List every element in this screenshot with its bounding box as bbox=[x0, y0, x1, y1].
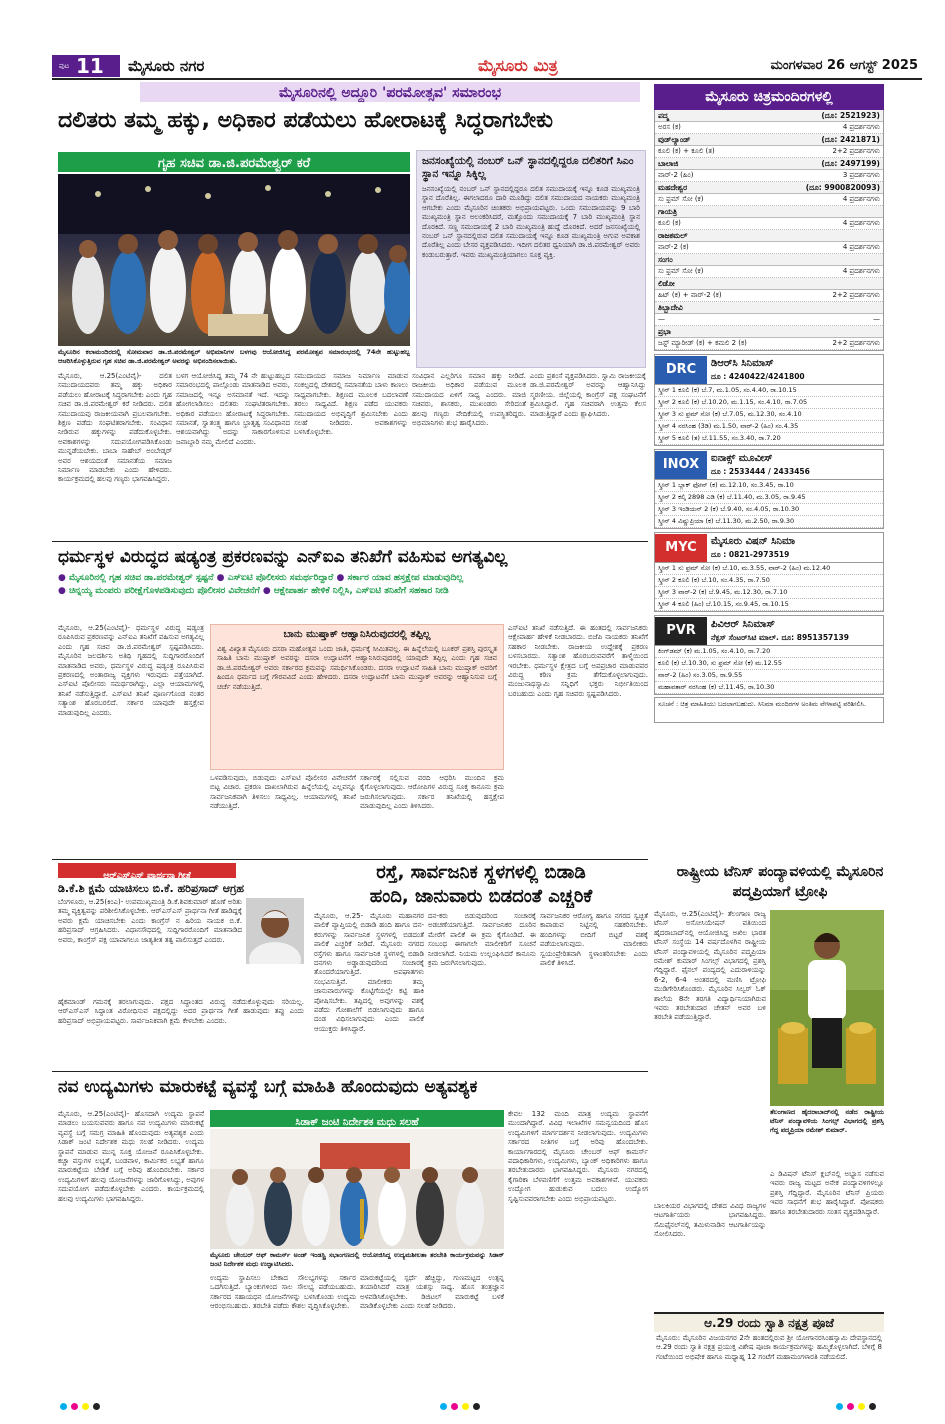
cinema-movie: ಹಿಟ್ (ಕ) + ವಾರ್-2 (ಕ) bbox=[658, 291, 722, 299]
cinema-hall-name: ಬಾಲಾಜಿ bbox=[658, 159, 679, 168]
cinema-shows: 2+2 ಪ್ರದರ್ಶನಗಳು bbox=[832, 147, 880, 155]
entrepreneur-body-col4: ಕೇವಲ 132 ಮಂದಿ ಮಾತ್ರ ಉದ್ಯಮ ಸ್ಥಾಪನೆಗೆ ಮುಂದಾಗಿದ್ದಾರೆ. ವಿವಿಧ ಇಲಾಖೆಗಳ ಸಮನ್ವಯದಿಂದ ಹೊಸ ಉದ್ಯಮಿಗಳಿಗೆ ಮಾರ್ಗದರ್ಶನ ನೀಡಲಾಗುವುದು. ಉದ್ಯಮಿಗಳು ಸರ್ಕಾರದ ನೀತಿಗಳ ಬಗ್ಗೆ ಅರಿವು ಹೊಂದಬೇಕು. ಕಾರ್ಯಾಗಾರದಲ್ಲಿ ಮೈಸೂರು ಚೇಂಬರ್ ಆಫ್ ಕಾಮರ್ಸ್ ಪದಾಧಿಕಾರಿಗಳು, ಉದ್ಯಮಿಗಳು, ಬ್ಯಾಂಕ್ ಅಧಿಕಾರಿಗಳು ಹಾಗೂ ತರಬೇತುದಾರರು ಭಾಗವಹಿಸಿದ್ದರು. ಮೈಸೂರು ನಗರದಲ್ಲಿ ಕೈಗಾರಿಕಾ ಬೆಳವಣಿಗೆಗೆ ಉತ್ತಮ ಅವಕಾಶಗಳಿವೆ. ಯುವಕರು ಉದ್ಯೋಗ ಹುಡುಕುವ ಬದಲು ಉದ್ಯೋಗ ಸೃಷ್ಟಿಸುವವರಾಗಬೇಕು ಎಂದು ಅಭಿಪ್ರಾಯಪಟ್ಟರು. bbox=[508, 1110, 648, 1203]
single-screen-list bbox=[654, 110, 884, 351]
dharmasthala-bullet-3: ಸರ್ಕಾರ ಯಾವ ಹಸ್ತಕ್ಷೇಪ ಮಾಡುವುದಿಲ್ಲ bbox=[347, 573, 464, 583]
magenta-dot bbox=[451, 1403, 458, 1410]
cinema-show-row bbox=[655, 218, 883, 230]
multiplex-logo: INOX bbox=[655, 451, 707, 479]
multiplex-header bbox=[655, 533, 883, 563]
issue-date: ಮಂಗಳವಾರ 26 ಆಗಸ್ಟ್ 2025 bbox=[770, 58, 918, 73]
multiplex-show-line: ಸ್ಕ್ರೀನ್ 2 ಕಲ್ಕಿ 2898 ಎಡಿ (ಕ) ಬೆ.11.40, ಮ.3.05, ರಾ.9.45 bbox=[655, 492, 883, 504]
cinema-show-row bbox=[655, 314, 883, 326]
entrepreneur-photo-graphic bbox=[210, 1129, 504, 1249]
cinema-hall-name: ಲಿಡೋ bbox=[658, 279, 675, 288]
cinema-hall-header bbox=[655, 302, 883, 314]
multiplex-titles bbox=[707, 357, 883, 383]
multiplex-show-line: ಸ್ಕ್ರೀನ್ 1 ಬ್ಲಾಕ್ ಫೋನ್ (ಕ) ಮ.12.10, ಸಂ.3.45, ರಾ.10 bbox=[655, 480, 883, 492]
cinema-movie: ಕೂಲಿ (ಕ) + ಕೂಲಿ (ತ) bbox=[658, 147, 715, 155]
page-header bbox=[52, 55, 922, 77]
yellow-dot bbox=[82, 1403, 89, 1410]
cinema-show-row bbox=[655, 146, 883, 158]
cinema-shows: 4 ಪ್ರದರ್ಶನಗಳು bbox=[842, 243, 880, 251]
multiplex-header bbox=[655, 616, 883, 646]
multiplex-show-line: ಸ್ಕ್ರೀನ್ 3 ವಾರ್-2 (ಕ) ಬೆ.9.45, ಮ.12.30, ರಾ.7.10 bbox=[655, 587, 883, 599]
cinema-shows: 4 ಪ್ರದರ್ಶನಗಳು bbox=[842, 195, 880, 203]
entrepreneur-body-col1: ಮೈಸೂರು, ಆ.25(ಎಂಟಿವೈ)- ಹೊಸದಾಗಿ ಉದ್ಯಮ ಸ್ಥಾಪನೆ ಮಾಡಲು ಬಯಸುವವರು ಹಾಗೂ ನವ ಉದ್ಯಮಿಗಳು ಮಾರುಕಟ್ಟೆ ವ್ಯವಸ್ಥೆ ಬಗ್ಗೆ ಸಮಗ್ರ ಮಾಹಿತಿ ಹೊಂದುವುದು ಅತ್ಯವಶ್ಯಕ ಎಂದು ಸಿಡಾಕ್ ಜಂಟಿ ನಿರ್ದೇಶಕ ಮಧು ಸಲಹೆ ನೀಡಿದರು. ಉದ್ಯಮ ಸ್ಥಾಪನೆ ಮಾಡುವ ಮುನ್ನ ಸೂಕ್ತ ಯೋಜನೆ ರೂಪಿಸಿಕೊಳ್ಳಬೇಕು. ಕಚ್ಚಾ ವಸ್ತುಗಳ ಲಭ್ಯತೆ, ಬಂಡವಾಳ, ಕಾರ್ಮಿಕರ ಲಭ್ಯತೆ ಹಾಗೂ ಮಾರುಕಟ್ಟೆಯ ಬೇಡಿಕೆ ಬಗ್ಗೆ ಅರಿವು ಹೊಂದಿರಬೇಕು. ಸರ್ಕಾರ ಉದ್ಯಮಿಗಳಿಗೆ ಹಲವು ಯೋಜನೆಗಳನ್ನು ಜಾರಿಗೊಳಿಸಿದ್ದು, ಅವುಗಳ ಸದುಪಯೋಗ ಪಡೆದುಕೊಳ್ಳಬೇಕು ಎಂದರು. ಕಾರ್ಯಕ್ರಮದಲ್ಲಿ ಹಲವು ಉದ್ಯಮಿಗಳು ಭಾಗವಹಿಸಿದ್ದರು. bbox=[58, 1110, 204, 1203]
rule-rss-top bbox=[52, 859, 648, 860]
multiplex-show-line: ಕೂಲಿ (ಕ) ಬೆ.10.30, ಸು ಫ್ರಮ್ ಸೋ (ಕ) ಮ.12.55 bbox=[655, 658, 883, 670]
multiplex-logo: PVR bbox=[655, 617, 707, 645]
pooja-box bbox=[654, 1312, 884, 1396]
multiplex-logo: MYC bbox=[655, 534, 707, 562]
rss-body: ಬೆಂಗಳೂರು, ಆ.25(ಕಿಂಎ)- ಉಪಮುಖ್ಯಮಂತ್ರಿ ಡಿ.ಕೆ.ಶಿವಕುಮಾರ್ ಹೊಣೆ ಅರಿತು ತಮ್ಮ ವ್ಯಕ್ತಿತ್ವವನ್ನು ಪರಿಶೀಲಿಸಿಕೊಳ್ಳಬೇಕು. ಆರ್‌ಎಸ್‌ಎಸ್ ಪ್ರಾರ್ಥನಾ ಗೀತೆ ಹಾಡಿದ್ದಕ್ಕೆ ಅವರು ಕ್ಷಮೆ ಯಾಚಿಸಬೇಕು ಎಂದು ಕಾಂಗ್ರೆಸ್ ನ ಹಿರಿಯ ನಾಯಕ ಬಿ.ಕೆ. ಹರಿಪ್ರಸಾದ್ ಆಗ್ರಹಿಸಿದರು. ವಿಧಾನಸೌಧದಲ್ಲಿ ಸುದ್ದಿಗಾರರೊಂದಿಗೆ ಮಾತನಾಡಿದ ಅವರು, ಕಾಂಗ್ರೆಸ್ ಪಕ್ಷ ಯಾವಾಗಲೂ ಜಾತ್ಯತೀತ ತತ್ವ ಪಾಲಿಸುತ್ತದೆ ಎಂದರು. bbox=[58, 898, 242, 944]
cinema-show-row bbox=[655, 194, 883, 206]
multiplex-phone: ದೂ : 0821-2973519 bbox=[711, 549, 790, 559]
cinema-hall-header bbox=[655, 134, 883, 146]
lead-body-col4: ಸಂವಿಧಾನ ಎಲ್ಲರಿಗೂ ಸಮಾನ ಹಕ್ಕು ನೀಡಿದೆ. ರಾಜಕೀಯ ಅಧಿಕಾರ ಪಡೆಯುವ ಮೂಲಕ ಸಮುದಾಯದ ಏಳಿಗೆ ಸಾಧ್ಯ ಎಂದರು. ಮಾಜಿ ಸಚಿವರು, ಶಾಸಕರು, ಮುಖಂಡರು ಸೇರಿದಂತೆ ಹಲವು ಗಣ್ಯರು ವೇದಿಕೆಯಲ್ಲಿ ಉಪಸ್ಥಿತರಿದ್ದರು. ಅಭಿಮಾನಿಗಳು ಶುಭ ಹಾರೈಸಿದರು. bbox=[412, 372, 526, 428]
multiplex-name: ಡಿಆರ್‌ಸಿ ಸಿನಿಮಾಸ್ bbox=[711, 357, 774, 369]
cinema-shows: 4 ಪ್ರದರ್ಶನಗಳು bbox=[842, 219, 880, 227]
multiplex-show-line: ಸ್ಕ್ರೀನ್ 1 ಕೂಲಿ (ಕ) ಬೆ.7, ಮ.1.05, ಸಂ.4.40, ರಾ.10.15 bbox=[655, 385, 883, 397]
lead-photo-graphic bbox=[58, 174, 410, 346]
cinema-movie: ಅರಸ (ಕ) bbox=[658, 123, 681, 131]
tennis-headline: ರಾಷ್ಟ್ರೀಯ ಟೆನಿಸ್ ಪಂದ್ಯಾವಳಿಯಲ್ಲಿ ಮೈಸೂರಿನ ಪದ್ಮಪ್ರಿಯಾಗೆ ಟ್ರೋಫಿ bbox=[676, 864, 884, 900]
lead-body-col2: ಬಳಗ ಆಯೋಜಿಸಿದ್ದ ತಮ್ಮ 74 ನೇ ಹುಟ್ಟುಹಬ್ಬದ ಸಮಾರಂಭದಲ್ಲಿ ಪಾಲ್ಗೊಂಡು ಮಾತನಾಡಿದ ಅವರು, ಸಮಾಜದಲ್ಲಿ ಇನ್ನೂ ಅಸಮಾನತೆ ಇದೆ. ಇದನ್ನು ಹೋಗಲಾಡಿಸಲು ದಲಿತರು ಸಂಘಟಿತರಾಗಬೇಕು. ಅಧಿಕಾರ ಪಡೆಯಲು ಹೋರಾಟಕ್ಕೆ ಸಿದ್ಧರಾಗಬೇಕು. ಸಮಾನತೆ, ಸ್ವಾತಂತ್ರ್ಯ ಹಾಗೂ ಭ್ರಾತೃತ್ವ ಸಂವಿಧಾನದ ಆಶಯವಾಗಿದ್ದು ಅದನ್ನು ಸಾಕಾರಗೊಳಿಸುವ ಜವಾಬ್ದಾರಿ ನಮ್ಮ ಮೇಲಿದೆ ಎಂದರು. bbox=[176, 372, 290, 446]
cinema-shows: 4 ಪ್ರದರ್ಶನಗಳು bbox=[842, 123, 880, 131]
cinema-title-bar bbox=[654, 84, 884, 110]
entrepreneur-caption: ಮೈಸೂರು ಚೇಂಬರ್ ಆಫ್ ಕಾಮರ್ಸ್ ಅಂಡ್ ಇಂಡಸ್ಟ್ರಿ ಸಭಾಂಗಣದಲ್ಲಿ ಆಯೋಜಿಸಿದ್ದ ಉದ್ಯಮಶೀಲತಾ ತರಬೇತಿ ಕಾರ್ಯಕ್ರಮವನ್ನು ಸಿಡಾಕ್ ಜಂಟಿ ನಿರ್ದೇಶಕ ಮಧು ಉದ್ಘಾಟಿಸಿದರು. bbox=[210, 1251, 504, 1268]
cinema-hall-name: ಪ್ರಭಾ bbox=[658, 327, 671, 336]
cinema-movie: ಕೂಲಿ (ಕ) bbox=[658, 219, 681, 227]
multiplex-name: ಮೈಸೂರು ವಿಷನ್ ಸಿನಿಮಾ bbox=[711, 535, 796, 547]
cinema-hall-name: ಸಂಗಂ bbox=[658, 255, 673, 264]
cinema-shows: 4 ಪ್ರದರ್ಶನಗಳು bbox=[842, 267, 880, 275]
roads-headline-2: ಹಂದಿ, ಜಾನುವಾರು ಬಿಡದಂತೆ ಎಚ್ಚರಿಕೆ bbox=[369, 886, 593, 907]
tennis-photo bbox=[770, 910, 884, 1106]
multiplex-titles bbox=[707, 452, 883, 478]
dharmasthala-bullets bbox=[58, 572, 648, 624]
pooja-body: ಮೈಸೂರು: ಮೈಸೂರಿನ ವಿಜಯನಗರ 2ನೇ ಹಂತದಲ್ಲಿರುವ ಶ್ರೀ ಯೋಗಾನರಸಿಂಹಸ್ವಾಮಿ ದೇವಸ್ಥಾನದಲ್ಲಿ ಆ.29 ರಂದು ಸ್ವಾತಿ ನಕ್ಷತ್ರ ಪ್ರಯುಕ್ತ ವಿಶೇಷ ಪೂಜಾ ಕಾರ್ಯಕ್ರಮಗಳನ್ನು ಹಮ್ಮಿಕೊಳ್ಳಲಾಗಿದೆ. ಬೆಳಿಗ್ಗೆ 8 ಗಂಟೆಯಿಂದ ಅಭಿಷೇಕ ಹಾಗೂ ಮಧ್ಯಾಹ್ನ 12 ಗಂಟೆಗೆ ಮಹಾಮಂಗಳಾರತಿ ನಡೆಯಲಿದೆ. bbox=[656, 1334, 882, 1361]
roads-body-col3: ಸಾರ್ವಜನಿಕರ ಆರೋಗ್ಯ ಹಾಗೂ ನಗರದ ಸ್ವಚ್ಛತೆ ಕಾಪಾಡುವ ನಿಟ್ಟಿನಲ್ಲಿ ಸಹಕರಿಸಬೇಕು. ಹಂದಿಗಳನ್ನು ಬೀದಿಗೆ ಬಿಟ್ಟರೆ ವಶಕ್ಕೆ ಪಡೆಯಲಾಗುವುದು. ಮಾಲೀಕರು ಸ್ವಯಂಪ್ರೇರಿತವಾಗಿ ಸ್ಥಳಾಂತರಿಸಬೇಕು ಎಂದು ಪಾಲಿಕೆ ತಿಳಿಸಿದೆ. bbox=[540, 912, 648, 968]
page-number: 11 bbox=[76, 54, 104, 78]
dharmasthala-headline: ಧರ್ಮಸ್ಥಳ ವಿರುದ್ಧದ ಷಡ್ಯಂತ್ರ ಪ್ರಕರಣವನ್ನು ಎನ್‌ಐಎ ತನಿಖೆಗೆ ವಹಿಸುವ ಅಗತ್ಯವಿಲ್ಲ bbox=[58, 547, 508, 567]
lead-headline: ದಲಿತರು ತಮ್ಮ ಹಕ್ಕು, ಅಧಿಕಾರ ಪಡೆಯಲು ಹೋರಾಟಕ್ಕೆ ಸಿದ್ಧರಾಗಬೇಕು bbox=[58, 108, 554, 133]
bullet-icon: ● bbox=[216, 573, 225, 583]
cinema-show-row bbox=[655, 122, 883, 134]
multiplex-header bbox=[655, 355, 883, 385]
cinema-title: ಮೈಸೂರು ಚಿತ್ರಮಂದಿರಗಳಲ್ಲಿ bbox=[705, 89, 833, 105]
tennis-body-col3: ಬಾಲಕಿಯರ ವಿಭಾಗದಲ್ಲಿ ದೇಶದ ವಿವಿಧ ರಾಜ್ಯಗಳ ಆಟಗಾರ್ತಿಯರು ಭಾಗವಹಿಸಿದ್ದರು. ಸೆಮಿಫೈನಲ್‌ನಲ್ಲಿ ತಮಿಳುನಾಡಿನ ಆಟಗಾರ್ತಿಯನ್ನು ಸೋಲಿಸಿದರು. bbox=[654, 1202, 766, 1239]
tennis-photo-graphic bbox=[770, 910, 884, 1106]
lead-sidebar-head: ಜನಸಂಖ್ಯೆಯಲ್ಲಿ ನಂಬರ್ ಒನ್ ಸ್ಥಾನದಲ್ಲಿದ್ದರೂ ದಲಿತರಿಗೆ ಸಿಎಂ ಸ್ಥಾನ ಇನ್ನೂ ಸಿಕ್ಕಿಲ್ಲ bbox=[422, 155, 634, 180]
yellow-dot bbox=[462, 1403, 469, 1410]
page-label: ಪುಟ bbox=[58, 61, 70, 70]
multiplex-show-line: ಸ್ಕ್ರೀನ್ 3 ಸು ಫ್ರಮ್ ಸೋ (ಕ) ಬೆ.7.05, ಮ.12.30, ಸಂ.4.10 bbox=[655, 409, 883, 421]
cyan-dot bbox=[836, 1403, 843, 1410]
lead-body-col1: ಮೈಸೂರು, ಆ.25(ಎಂಟಿವೈ)- ದಲಿತ ಸಮುದಾಯದವರು ತಮ್ಮ ಹಕ್ಕು ಅಧಿಕಾರ ಪಡೆಯಲು ಹೋರಾಟಕ್ಕೆ ಸಿದ್ಧರಾಗಬೇಕು ಎಂದು ಗೃಹ ಸಚಿವ ಡಾ.ಜಿ.ಪರಮೇಶ್ವರ್ ಕರೆ ನೀಡಿದರು. ದಲಿತ ಸಮುದಾಯವು ರಾಜಕೀಯವಾಗಿ ಪ್ರಬಲವಾಗಬೇಕು. ಶಿಕ್ಷಣ ಪಡೆದು ಸಂಘಟಿತರಾಗಬೇಕು. ಸಂವಿಧಾನ ನೀಡಿರುವ ಹಕ್ಕುಗಳನ್ನು ಪಡೆದುಕೊಳ್ಳಬೇಕು. ಅವಕಾಶಗಳನ್ನು ಸದುಪಯೋಗಪಡಿಸಿಕೊಂಡು ಮುನ್ನಡೆಯಬೇಕು. ಬಾಬಾ ಸಾಹೇಬ್ ಅಂಬೇಡ್ಕರ್ ಅವರ ಆಶಯದಂತೆ ಸಮಾನತೆಯ ಸಮಾಜ ನಿರ್ಮಾಣ ಮಾಡಬೇಕು ಎಂದು ಹೇಳಿದರು. ಕಾರ್ಯಕ್ರಮದಲ್ಲಿ ಹಲವು ಗಣ್ಯರು ಭಾಗವಹಿಸಿದ್ದರು. bbox=[58, 372, 172, 484]
cinema-hall-name: ಗಾಯತ್ರಿ bbox=[658, 207, 678, 216]
cinema-shows: 2+2 ಪ್ರದರ್ಶನಗಳು bbox=[832, 339, 880, 347]
multiplex-show-line: ಸ್ಕ್ರೀನ್ 3 ಇಂಡಿಯನ್ 2 (ಕ) ಬೆ.9.40, ಸಂ.4.05, ರಾ.10.30 bbox=[655, 504, 883, 516]
cinema-note: ಸೂಚನೆ : ಚಿತ್ರ ಮಾಹಿತಿಯು ಬದಲಾಗಬಹುದು. ಸಿನಿಮಾ ಮಂದಿರಗಳ ಅಂತಿಮ ವೇಳಾಪಟ್ಟಿ ಪರಿಶೀಲಿಸಿ. bbox=[654, 697, 884, 723]
cyan-dot bbox=[440, 1403, 447, 1410]
cinema-hall-name: ಮಹದೇಶ್ವರ bbox=[658, 183, 688, 192]
person-portrait-icon bbox=[246, 898, 304, 964]
roads-body-col1: ಮೈಸೂರು, ಆ.25- ಮೈಸೂರು ಮಹಾನಗರ ಪಾಲಿಕೆ ವ್ಯಾಪ್ತಿಯಲ್ಲಿ ಬಿಡಾಡಿ ಹಂದಿ ಹಾಗೂ ದನ-ಕರುಗಳನ್ನು ಸಾರ್ವಜನಿಕ ಸ್ಥಳಗಳಲ್ಲಿ ಬಿಡದಂತೆ ಪಾಲಿಕೆ ಎಚ್ಚರಿಕೆ ನೀಡಿದೆ. ಮೈಸೂರು ನಗರದ ರಸ್ತೆಗಳು ಹಾಗೂ ಸಾರ್ವಜನಿಕ ಸ್ಥಳಗಳಲ್ಲಿ ಬಿಡಾಡಿ ದನಗಳು ಅಡ್ಡಾಡುವುದರಿಂದ ಸಂಚಾರಕ್ಕೆ ತೊಂದರೆಯಾಗುತ್ತಿದೆ. ಅಪಘಾತಗಳು ಸಂಭವಿಸುತ್ತಿವೆ. ಮಾಲೀಕರು ತಮ್ಮ ಜಾನುವಾರುಗಳನ್ನು ಕೊಟ್ಟಿಗೆಯಲ್ಲೇ ಕಟ್ಟಿ ಹಾಕಿ ಪೋಷಿಸಬೇಕು. ತಪ್ಪಿದಲ್ಲಿ ಅವುಗಳನ್ನು ವಶಕ್ಕೆ ಪಡೆದು ಗೋಶಾಲೆಗೆ ಬಿಡಲಾಗುವುದು ಹಾಗೂ ದಂಡ ವಿಧಿಸಲಾಗುವುದು ಎಂದು ಪಾಲಿಕೆ ಆಯುಕ್ತರು ತಿಳಿಸಿದ್ದಾರೆ. bbox=[314, 912, 424, 1033]
roads-headline-1: ರಸ್ತೆ, ಸಾರ್ವಜನಿಕ ಸ್ಥಳಗಳಲ್ಲಿ ಬಿಡಾಡಿ bbox=[376, 862, 586, 883]
cinema-hall-name: ರಾಜಕಮಲ್ bbox=[658, 231, 688, 240]
lead-body-col3: ಸಮುದಾಯದ ಸಮಾಜ ನಿರ್ಮಾಣ ಮಾಡುವ ಸಂಕಲ್ಪದಲ್ಲಿ ದೇಶದಲ್ಲಿ ಸಮಾನತೆಯ ಬಾಳು ಕಾಣಲು ಸಾಧ್ಯವಾಗಬೇಕು. ಶಿಕ್ಷಣದ ಮೂಲಕ ಬದಲಾವಣೆ ತರಲು ಸಾಧ್ಯವಿದೆ. ಶಿಕ್ಷಣ ಪಡೆದ ಯುವಕರು ಸಮುದಾಯದ ಅಭಿವೃದ್ಧಿಗೆ ಶ್ರಮಿಸಬೇಕು ಎಂದು ಸಲಹೆ ನೀಡಿದರು. ಅವಕಾಶಗಳನ್ನು ಬಳಸಿಕೊಳ್ಳಬೇಕು. bbox=[294, 372, 408, 437]
multiplex-name: ಐನಾಕ್ಸ್ ಮೂವೀಸ್ bbox=[711, 452, 773, 464]
cinema-hall-phone: (ದೂ: 9900820093) bbox=[805, 183, 880, 192]
cinema-movie: ವಾರ್-2 (ಕ) bbox=[658, 243, 689, 251]
tennis-photo-caption: ತೆಲಂಗಾಣದ ಹೈದರಾಬಾದ್‌ನಲ್ಲಿ ನಡೆದ ರಾಷ್ಟ್ರೀಯ ಟೆನಿಸ್ ಪಂದ್ಯಾವಳಿಯ ಸಿಂಗಲ್ಸ್ ವಿಭಾಗದಲ್ಲಿ ಪ್ರಶಸ್ತಿ ಗೆದ್ದ ಪದ್ಮಪ್ರಿಯಾ ರಮೇಶ್ ಕುಮಾರ್. bbox=[770, 1108, 884, 1134]
entrepreneur-band: ಸಿಡಾಕ್ ಜಂಟಿ ನಿರ್ದೇಶಕ ಮಧು ಸಲಹೆ bbox=[210, 1110, 504, 1127]
cinema-movie: — bbox=[658, 315, 665, 323]
multiplex-phone: ದೂ : 4240422/4241800 bbox=[711, 371, 805, 381]
registration-marks-right bbox=[836, 1403, 876, 1410]
multiplex-box bbox=[654, 354, 884, 446]
cinema-hall-header bbox=[655, 182, 883, 194]
cinema-hall-name: ಪದ್ಮ bbox=[658, 111, 669, 120]
multiplex-show-line: ಸ್ಕ್ರೀನ್ 4 ನರಸಿಂಹ (3ಡಿ) ಮ.1.50, ವಾರ್-2 (ಹಿಂ) ಸಂ.4.35 bbox=[655, 421, 883, 433]
cinema-movie: ಜಸ್ಟ್ ಮ್ಯಾರೀಡ್ (ಕ) + ಕಮಲಿ 2 (ಕ) bbox=[658, 339, 747, 347]
cinema-panel bbox=[654, 84, 884, 844]
bullet-icon: ● bbox=[58, 586, 66, 596]
roads-body-col2: ದನ-ಕರು ಬಿಡುವುದರಿಂದ ಸಂಚಾರಕ್ಕೆ ಅಡಚಣೆಯಾಗುತ್ತಿದೆ. ಸಾರ್ವಜನಿಕರ ದೂರಿನ ಮೇರೆಗೆ ಪಾಲಿಕೆ ಈ ಕ್ರಮ ಕೈಗೊಂಡಿದೆ. ಈ ಸಂಬಂಧ ಈಗಾಗಲೇ ಮಾಲೀಕರಿಗೆ ಸೂಚನೆ ನೀಡಲಾಗಿದೆ. ನಿಯಮ ಉಲ್ಲಂಘಿಸಿದರೆ ಕಾನೂನು ಕ್ರಮ ಜರುಗಿಸಲಾಗುವುದು. bbox=[428, 912, 536, 968]
cinema-shows: 2+2 ಪ್ರದರ್ಶನಗಳು bbox=[832, 291, 880, 299]
rss-body-col2: ಹೈಕಮಾಂಡ್ ಗಮನಕ್ಕೆ ತರಲಾಗುವುದು. ಪಕ್ಷದ ಸಿದ್ಧಾಂತದ ವಿರುದ್ಧ ನಡೆದುಕೊಳ್ಳುವುದು ಸರಿಯಲ್ಲ. ಆರ್‌ಎಸ್‌ಎಸ್ ಸಿದ್ಧಾಂತ ವಿರೋಧಿಸುವ ಪಕ್ಷದಲ್ಲಿದ್ದು ಅದರ ಪ್ರಾರ್ಥನಾ ಗೀತೆ ಹಾಡುವುದು ತಪ್ಪು ಎಂದು ಹರಿಪ್ರಸಾದ್ ಅಭಿಪ್ರಾಯಪಟ್ಟರು. ಸಾರ್ವಜನಿಕವಾಗಿ ಕ್ಷಮೆ ಕೇಳಬೇಕು ಎಂದರು. bbox=[58, 998, 304, 1025]
dharmasthala-body-col2: ಒಳಪಡಿಸುವುದು, ಬಿಡುವುದು ಎಸ್‌ಐಟಿ ಪೊಲೀಸರ ವಿವೇಚನೆಗೆ ಬಿಟ್ಟ ವಿಚಾರ. ಪ್ರಕರಣ ದಾಖಲಾಗಿರುವ ಹಿನ್ನೆಲೆಯಲ್ಲಿ ಎಲ್ಲವನ್ನೂ ಸಾರ್ವಜನಿಕವಾಗಿ ತಿಳಿಸಲು ಸಾಧ್ಯವಿಲ್ಲ. ಆಯಾಮಗಳಲ್ಲಿ ತನಿಖೆ ನಡೆಯುತ್ತಿದೆ. bbox=[210, 774, 356, 811]
header-rule bbox=[52, 78, 922, 80]
pooja-headline: ಆ.29 ರಂದು ಸ್ವಾತಿ ನಕ್ಷತ್ರ ಪೂಜೆ bbox=[654, 1314, 884, 1332]
multiplex-logo: DRC bbox=[655, 356, 707, 384]
entrepreneur-photo bbox=[210, 1129, 504, 1249]
bullet-icon: ● bbox=[58, 573, 66, 583]
cinema-movie: ಸು ಫ್ರಮ್ ಸೋ (ಕ) bbox=[658, 267, 704, 275]
cinema-hall-phone: (ದೂ: 2421871) bbox=[821, 135, 880, 144]
multiplex-list bbox=[654, 354, 884, 695]
section-name: ಮೈಸೂರು ನಗರ bbox=[128, 57, 205, 75]
cinema-show-row bbox=[655, 266, 883, 278]
cinema-show-row bbox=[655, 170, 883, 182]
dharmasthala-body-col1: ಮೈಸೂರು, ಆ.25(ಎಂಟಿವೈ)- ಧರ್ಮಸ್ಥಳ ವಿರುದ್ಧ ಷಡ್ಯಂತ್ರ ರೂಪಿಸಿರುವ ಪ್ರಕರಣವನ್ನು ಎನ್‌ಐಎ ತನಿಖೆಗೆ ವಹಿಸುವ ಅಗತ್ಯವಿಲ್ಲ ಎಂದು ಗೃಹ ಸಚಿವ ಡಾ.ಜಿ.ಪರಮೇಶ್ವರ್ ಸ್ಪಷ್ಟಪಡಿಸಿದರು. ಮೈಸೂರಿನ ಜಲದರ್ಶಿನಿ ಅತಿಥಿ ಗೃಹದಲ್ಲಿ ಸುದ್ದಿಗಾರರೊಂದಿಗೆ ಮಾತನಾಡಿದ ಅವರು, ಧರ್ಮಸ್ಥಳ ವಿರುದ್ಧ ಷಡ್ಯಂತ್ರ ರೂಪಿಸಿರುವ ಪ್ರಕರಣದಲ್ಲಿ ಅಂತಾರಾಜ್ಯ ವ್ಯಕ್ತಿಗಳು ಇರುವುದು ಪತ್ತೆಯಾಗಿದೆ. ಎಸ್‌ಐಟಿ ಪೊಲೀಸರು ಸಮರ್ಥರಾಗಿದ್ದು, ಎಲ್ಲಾ ಆಯಾಮಗಳಲ್ಲಿ ತನಿಖೆ ನಡೆಸುತ್ತಿದ್ದಾರೆ. ಎಸ್‌ಐಟಿ ತನಿಖೆ ಪೂರ್ಣಗೊಂಡ ನಂತರ ಸತ್ಯಾಂಶ ಹೊರಬರಲಿದೆ. ಸರ್ಕಾರ ಯಾವುದೇ ಹಸ್ತಕ್ಷೇಪ ಮಾಡುವುದಿಲ್ಲ ಎಂದರು. bbox=[58, 624, 204, 717]
cinema-movie: ವಾರ್-2 (ಹಿಂ) bbox=[658, 171, 694, 179]
multiplex-show-line: ಸ್ಕ್ರೀನ್ 2 ಕೂಲಿ (ಕ) ಬೆ.10, ಸಂ.4.35, ರಾ.7.50 bbox=[655, 575, 883, 587]
entrepreneur-headline: ನವ ಉದ್ಯಮಿಗಳು ಮಾರುಕಟ್ಟೆ ವ್ಯವಸ್ಥೆ ಬಗ್ಗೆ ಮಾಹಿತಿ ಹೊಂದುವುದು ಅತ್ಯವಶ್ಯಕ bbox=[58, 1077, 478, 1097]
multiplex-titles bbox=[707, 618, 883, 644]
cinema-hall-header bbox=[655, 326, 883, 338]
multiplex-phone: ದೂ : 2533444 / 2433456 bbox=[711, 466, 810, 476]
cinema-hall-phone: (ದೂ: 2521923) bbox=[821, 111, 880, 120]
cinema-hall-header bbox=[655, 230, 883, 242]
cinema-hall-header bbox=[655, 254, 883, 266]
tennis-body-col2: ಎ ಡಿವಿಷನ್ ಟೆನಿಸ್ ಕ್ಲಬ್‌ನಲ್ಲಿ ಅಭ್ಯಾಸ ನಡೆಸುವ ಇವರು ರಾಜ್ಯ ಮಟ್ಟದ ಅನೇಕ ಪಂದ್ಯಾವಳಿಗಳಲ್ಲೂ ಪ್ರಶಸ್ತಿ ಗೆದ್ದಿದ್ದಾರೆ. ಮೈಸೂರಿನ ಟೆನಿಸ್ ಪ್ರಿಯರು ಇವರ ಸಾಧನೆಗೆ ಶುಭ ಹಾರೈಸಿದ್ದಾರೆ. ಪೋಷಕರು ಹಾಗೂ ತರಬೇತುದಾರರು ಸಂತಸ ವ್ಯಕ್ತಪಡಿಸಿದ್ದಾರೆ. bbox=[770, 1170, 884, 1216]
cinema-hall-name: ತಿಬ್ಬಾದೇವಿ bbox=[658, 303, 683, 312]
cinema-hall-phone: (ದೂ: 2497199) bbox=[821, 159, 880, 168]
banu-box-body: ವಿಶ್ವ ವಿಖ್ಯಾತ ಮೈಸೂರು ದಸರಾ ಮಹೋತ್ಸವ ಒಂದು ಜಾತಿ, ಧರ್ಮಕ್ಕೆ ಸೀಮಿತವಲ್ಲ. ಈ ಹಿನ್ನೆಲೆಯಲ್ಲಿ ಬೂಕರ್ ಪ್ರಶಸ್ತಿ ಪುರಸ್ಕೃತ ಸಾಹಿತಿ ಬಾನು ಮುಷ್ತಾಕ್ ಅವರನ್ನು ದಸರಾ ಉದ್ಘಾಟನೆಗೆ ಆಹ್ವಾನಿಸಿರುವುದರಲ್ಲಿ ಯಾವುದೇ ತಪ್ಪಿಲ್ಲ ಎಂದು ಗೃಹ ಸಚಿವ ಡಾ.ಜಿ.ಪರಮೇಶ್ವರ್ ಅವರು ಸರ್ಕಾರದ ಕ್ರಮವನ್ನು ಸಮರ್ಥಿಸಿಕೊಂಡರು. ದಸರಾ ಉದ್ಘಾಟನೆ ಸಾಹಿತಿ ಬಾನು ಮುಷ್ತಾಕ್ ಅವರಿಗೆ ಹಿಂದೂ ಧರ್ಮದ ಬಗ್ಗೆ ಗೌರವವಿದೆ ಎಂದು ಹೇಳಿದರು. ದಸರಾ ಉದ್ಘಾಟನೆಗೆ ಬಾನು ಮುಷ್ತಾಕ್ ಅವರನ್ನು ಆಹ್ವಾನಿಸುವ ಬಗ್ಗೆ ಚರ್ಚೆ ನಡೆಯುತ್ತಿದೆ. bbox=[217, 645, 497, 691]
multiplex-show-line: ವಾರ್-2 (ಹಿಂ) ಸಂ.3.05, ರಾ.9.55 bbox=[655, 670, 883, 682]
lead-kicker: ಮೈಸೂರಿನಲ್ಲಿ ಅದ್ದೂರಿ 'ಪರಮೋತ್ಸವ' ಸಮಾರಂಭ bbox=[140, 82, 640, 102]
cinema-movie: ಸು ಫ್ರಮ್ ಸೋ (ಕ) bbox=[658, 195, 704, 203]
rule-dharmasthala-top bbox=[52, 541, 648, 542]
multiplex-show-line: ಮಹಾವತಾರ್ ನರಸಿಂಹ (ಕ) ಬೆ.11.45, ರಾ.10.30 bbox=[655, 682, 883, 694]
registration-marks-center bbox=[440, 1403, 480, 1410]
cinema-shows: 3 ಪ್ರದರ್ಶನಗಳು bbox=[842, 171, 880, 179]
magenta-dot bbox=[847, 1403, 854, 1410]
multiplex-show-line: ಸ್ಕ್ರೀನ್ 5 ಕೂಲಿ (ತ) ಬೆ.11.55, ಸಂ.3.40, ರಾ.7.20 bbox=[655, 433, 883, 445]
multiplex-box bbox=[654, 532, 884, 612]
magenta-dot bbox=[71, 1403, 78, 1410]
cinema-hall-name: ವುಡ್‌ಲ್ಯಾಂಡ್ bbox=[658, 135, 691, 144]
cinema-shows: — bbox=[873, 315, 880, 323]
dharmasthala-bullet-2: ಎಸ್‌ಐಟಿ ಪೊಲೀಸರು ಸಮರ್ಥರಿದ್ದಾರೆ bbox=[227, 573, 334, 583]
masthead: ಮೈಸೂರು ಮಿತ್ರ bbox=[478, 56, 558, 75]
banu-box-head: ಬಾನು ಮುಷ್ತಾಕ್ ಆಹ್ವಾನಿಸಿರುವುದರಲ್ಲಿ ತಪ್ಪಿಲ್ಲ bbox=[283, 629, 431, 640]
page-number-box bbox=[52, 55, 120, 77]
registration-marks-left bbox=[60, 1403, 100, 1410]
multiplex-header bbox=[655, 450, 883, 480]
rule-entrepreneur-top bbox=[52, 1071, 648, 1072]
banu-box bbox=[210, 624, 504, 770]
rss-headline: ಡಿ.ಕೆ.ಶಿ ಕ್ಷಮೆ ಯಾಚಿಸಲು ಬಿ.ಕೆ. ಹರಿಪ್ರಸಾದ್ ಆಗ್ರಹ bbox=[58, 882, 245, 895]
cinema-show-row bbox=[655, 290, 883, 302]
lead-sidebar-box bbox=[416, 150, 646, 368]
multiplex-phone: ನೆಕ್ಸಸ್ ಸೆಂಟರ್‌ಸಿಟಿ ಮಾಲ್. ದೂ: 8951357139 bbox=[711, 632, 849, 642]
multiplex-show-line: ಕಿಂಗ್‌ಡಮ್ (ಕ) ಮ.1.05, ಸಂ.4.10, ರಾ.7.20 bbox=[655, 646, 883, 658]
dharmasthala-bullet-5: ಆಕ್ಷೇಪಾರ್ಹ ಹೇಳಿಕೆ ನಿಲ್ಲಿಸಿ, ಎಸ್‌ಐಟಿ ತನಿಖೆಗೆ ಸಹಕಾರ ನೀಡಿ bbox=[273, 586, 449, 596]
cinema-hall-header bbox=[655, 110, 883, 122]
multiplex-box bbox=[654, 449, 884, 529]
multiplex-name: ಪಿವಿಆರ್ ಸಿನಿಮಾಸ್ bbox=[711, 618, 775, 630]
entrepreneur-body-col2: ಉದ್ಯಮ ಸ್ಥಾಪಿಸಲು ಬೇಕಾದ ಸೌಲಭ್ಯಗಳನ್ನು ಸರ್ಕಾರ ಒದಗಿಸುತ್ತಿದೆ. ಬ್ಯಾಂಕುಗಳಿಂದ ಸಾಲ ಸೌಲಭ್ಯ ಪಡೆಯಬಹುದು. ಸರ್ಕಾರದ ಸಹಾಯಧನ ಯೋಜನೆಗಳನ್ನು ಬಳಸಿಕೊಂಡು ಉದ್ಯಮ ಆರಂಭಿಸಬಹುದು. ತರಬೇತಿ ಪಡೆದು ಕೌಶಲ ವೃದ್ಧಿಸಿಕೊಳ್ಳಬೇಕು. bbox=[210, 1274, 356, 1311]
cinema-hall-header bbox=[655, 206, 883, 218]
entrepreneur-body-col3: ಮಾರುಕಟ್ಟೆಯಲ್ಲಿ ಸ್ಪರ್ಧೆ ಹೆಚ್ಚಿದ್ದು, ಗುಣಮಟ್ಟದ ಉತ್ಪನ್ನ ತಯಾರಿಸಿದರೆ ಮಾತ್ರ ಯಶಸ್ಸು ಸಾಧ್ಯ. ಹೊಸ ತಂತ್ರಜ್ಞಾನ ಅಳವಡಿಸಿಕೊಳ್ಳಬೇಕು. ಡಿಜಿಟಲ್ ಮಾರುಕಟ್ಟೆ ಬಳಕೆ ಮಾಡಿಕೊಳ್ಳಬೇಕು ಎಂದು ಸಲಹೆ ನೀಡಿದರು. bbox=[360, 1274, 504, 1311]
bullet-icon: ● bbox=[336, 573, 345, 583]
multiplex-box bbox=[654, 615, 884, 695]
dharmasthala-bullet-4: ಚಿನ್ನಯ್ಯ ಮಂಪರು ಪರೀಕ್ಷೆಗೊಳಪಡಿಸುವುದು ಪೊಲೀಸರ ವಿವೇಚನೆಗೆ bbox=[69, 586, 260, 596]
cyan-dot bbox=[60, 1403, 67, 1410]
cinema-show-row bbox=[655, 338, 883, 350]
dharmasthala-bullet-1: ಮೈಸೂರಿನಲ್ಲಿ ಗೃಹ ಸಚಿವ ಡಾ.ಪರಮೇಶ್ವರ್ ಸ್ಪಷ್ಟನೆ bbox=[69, 573, 214, 583]
multiplex-show-line: ಸ್ಕ್ರೀನ್ 4 ಕೂಲಿ (ಹಿಂ) ಬೆ.10.15, ಸಂ.9.45, ರಾ.10.15 bbox=[655, 599, 883, 611]
lead-sidebar-body: ಜನಸಂಖ್ಯೆಯಲ್ಲಿ ನಂಬರ್ ಒನ್ ಸ್ಥಾನದಲ್ಲಿದ್ದರೂ ದಲಿತ ಸಮುದಾಯಕ್ಕೆ ಇನ್ನೂ ಕೂಡ ಮುಖ್ಯಮಂತ್ರಿ ಸ್ಥಾನ ದೊರೆತಿಲ್ಲ. ಈಗಲಾದರೂ ದಾರಿ ಮೂಡಿದ್ದು ದಲಿತ ಸಮುದಾಯದ ನಾಯಕರು ಮುಖ್ಯಮಂತ್ರಿ ಆಗಬೇಕು ಎಂದು ಮೈಸೂರಿನ ಚಿಂತಕರು ಅಭಿಪ್ರಾಯಪಟ್ಟರು. ಒಂದು ಸಮುದಾಯವನ್ನು 9 ಬಾರಿ ಮುಖ್ಯಮಂತ್ರಿ ಸ್ಥಾನ ಅಲಂಕರಿಸಿದರೆ, ಮತ್ತೊಂದು ಸಮುದಾಯಕ್ಕೆ 7 ಬಾರಿ ಮುಖ್ಯಮಂತ್ರಿ ಸ್ಥಾನ ದೊರಕಿದೆ. ಸಣ್ಣ ಸಮುದಾಯಕ್ಕೆ 2 ಬಾರಿ ಮುಖ್ಯಮಂತ್ರಿ ಹುದ್ದೆ ದೊರಕಿದೆ. ಅದರೆ ಜನಸಂಖ್ಯೆಯಲ್ಲಿ ನಂಬರ್ ಒನ್ ಸ್ಥಾನದಲ್ಲಿರುವ ದಲಿತ ಸಮುದಾಯಕ್ಕೆ ಇನ್ನೂ ಕೂಡ ಮುಖ್ಯಮಂತ್ರಿ ಅಗುವ ಅವಕಾಶ ದೊರೆತಿಲ್ಲ ಎಂದು ಬೇಸರ ವ್ಯಕ್ತಪಡಿಸಿದರು. ಇದೀಗ ದಲಿತರ ಧ್ವನಿಯಾಗಿ ಡಾ.ಜಿ.ಪರಮೇಶ್ವರ್ ಅವರು ಕಂಡುಬರುತ್ತಾರೆ. ಇವರು ಮುಖ್ಯಮಂತ್ರಿಯಾಗಲು ಸೂಕ್ತ ವ್ಯಕ್ತಿ. bbox=[422, 185, 640, 259]
yellow-dot bbox=[858, 1403, 865, 1410]
black-dot bbox=[93, 1403, 100, 1410]
lead-body-col5: ಎಂದು ಪ್ರಶಂಸೆ ವ್ಯಕ್ತಪಡಿಸಿದರು. ಸ್ವಾಮಿ ರಾಜಕೀಯಕ್ಕೆ ಡಾ.ಜಿ.ಪರಮೇಶ್ವರ್ ಅವರನ್ನು ಆಹ್ವಾನಿಸಿದ್ದು ಸ್ಮರಣೀಯ. ಜಿಲ್ಲೆಯಲ್ಲಿ ಕಾಂಗ್ರೆಸ್ ಪಕ್ಷ ಸಂಘಟನೆಗೆ ಶ್ರಮಿಸಿದ್ದಾರೆ. ಗೃಹ ಸಚಿವರಾಗಿ ಉತ್ತಮ ಕೆಲಸ ಮಾಡುತ್ತಿದ್ದಾರೆ ಎಂದು ಶ್ಲಾಘಿಸಿದರು. bbox=[530, 372, 646, 418]
lead-band: ಗೃಹ ಸಚಿವ ಡಾ.ಜಿ.ಪರಮೇಶ್ವರ್ ಕರೆ bbox=[58, 152, 410, 172]
dharmasthala-body-col4: ಎಸ್‌ಐಟಿ ತನಿಖೆ ನಡೆಸುತ್ತಿದೆ. ಈ ಹಂತದಲ್ಲಿ ಸಾರ್ವಜನಿಕರು ಆಕ್ಷೇಪಾರ್ಹ ಹೇಳಿಕೆ ನೀಡಬಾರದು. ಬಿಜೆಪಿ ನಾಯಕರು ತನಿಖೆಗೆ ಸಹಕಾರ ನೀಡಬೇಕು. ರಾಜಕೀಯ ಉದ್ದೇಶಕ್ಕೆ ಪ್ರಕರಣ ಬಳಸಬಾರದು. ಸತ್ಯಾಂಶ ಹೊರಬರುವವರೆಗೆ ತಾಳ್ಮೆಯಿಂದ ಇರಬೇಕು. ಧರ್ಮಸ್ಥಳ ಕ್ಷೇತ್ರದ ಬಗ್ಗೆ ಅಪಪ್ರಚಾರ ಮಾಡುವವರ ವಿರುದ್ಧ ಕಠಿಣ ಕ್ರಮ ತೆಗೆದುಕೊಳ್ಳಲಾಗುವುದು. ಮಂಜುನಾಥಸ್ವಾಮಿ ಸನ್ನಿಧಿಗೆ ಭಕ್ತರು ನಿರ್ಭೀತಿಯಿಂದ ಬರಬಹುದು ಎಂದು ಗೃಹ ಸಚಿವರು ಸ್ಪಷ್ಟಪಡಿಸಿದರು. bbox=[508, 624, 648, 698]
bullet-icon: ● bbox=[262, 586, 271, 596]
multiplex-show-line: ಸ್ಕ್ರೀನ್ 4 ವಿಷ್ಣುಪ್ರಿಯಾ (ಕ) ಬೆ.11.30, ಮ.2.50, ರಾ.9.30 bbox=[655, 516, 883, 528]
dharmasthala-body-col3: ಸರ್ಕಾರಕ್ಕೆ ಸಲ್ಲಿಸುವ ವರದಿ ಆಧರಿಸಿ ಮುಂದಿನ ಕ್ರಮ ಕೈಗೊಳ್ಳಲಾಗುವುದು. ಆರೋಪಿಗಳ ವಿರುದ್ಧ ಸೂಕ್ತ ಕಾನೂನು ಕ್ರಮ ಜರುಗಿಸಲಾಗುವುದು. ಸರ್ಕಾರ ತನಿಖೆಯಲ್ಲಿ ಹಸ್ತಕ್ಷೇಪ ಮಾಡುವುದಿಲ್ಲ ಎಂದು ತಿಳಿಸಿದರು. bbox=[360, 774, 504, 811]
lead-photo-caption: ಮೈಸೂರಿನ ಕಲಾಮಂದಿರದಲ್ಲಿ ಸೋಮವಾರ ಡಾ.ಜಿ.ಪರಮೇಶ್ವರ್ ಅಭಿಮಾನಿಗಳ ಬಳಗವು ಆಯೋಜಿಸಿದ್ದ ಪರಮೋತ್ಸವ ಸಮಾರಂಭದಲ್ಲಿ 74ನೇ ಹುಟ್ಟುಹಬ್ಬ ಆಚರಿಸಿಕೊಳ್ಳುತ್ತಿರುವ ಗೃಹ ಸಚಿವ ಡಾ.ಜಿ.ಪರಮೇಶ್ವರ್ ಅವರನ್ನು ಅಭಿನಂದಿಸಲಾಯಿತು. bbox=[58, 348, 410, 365]
black-dot bbox=[869, 1403, 876, 1410]
cinema-hall-header bbox=[655, 158, 883, 170]
cinema-show-row bbox=[655, 242, 883, 254]
multiplex-titles bbox=[707, 535, 883, 561]
black-dot bbox=[473, 1403, 480, 1410]
lead-photo bbox=[58, 174, 410, 346]
tennis-body-col1: ಮೈಸೂರು, ಆ.25(ಎಂಟಿವೈ)- ತೆಲಂಗಾಣ ರಾಜ್ಯ ಟೆನಿಸ್ ಅಸೋಸಿಯೇಷನ್ ವತಿಯಿಂದ ಹೈದರಾಬಾದ್‌ನಲ್ಲಿ ಆಯೋಜಿಸಿದ್ದ ಅಖಿಲ ಭಾರತ ಟೆನಿಸ್ ಸಂಸ್ಥೆಯ 14 ವರ್ಷದೊಳಗಿನ ರಾಷ್ಟ್ರೀಯ ಟೆನಿಸ್ ಪಂದ್ಯಾವಳಿಯಲ್ಲಿ ಮೈಸೂರಿನ ಪದ್ಮಪ್ರಿಯಾ ರಮೇಶ್ ಕುಮಾರ್ ಸಿಂಗಲ್ಸ್ ವಿಭಾಗದಲ್ಲಿ ಪ್ರಶಸ್ತಿ ಗೆದ್ದಿದ್ದಾರೆ. ಫೈನಲ್ ಪಂದ್ಯದಲ್ಲಿ ಎದುರಾಳಿಯನ್ನು 6-2, 6-4 ಅಂತರದಲ್ಲಿ ಮಣಿಸಿ ಟ್ರೋಫಿ ಮುಡಿಗೇರಿಸಿಕೊಂಡರು. ಮೈಸೂರಿನ ಸಿಲ್ವರ್ ಓಕ್ ಶಾಲೆಯ 8ನೇ ತರಗತಿ ವಿದ್ಯಾರ್ಥಿನಿಯಾಗಿರುವ ಇವರು ತರಬೇತುದಾರ ಚೇತನ್ ಅವರ ಬಳಿ ತರಬೇತಿ ಪಡೆಯುತ್ತಿದ್ದಾರೆ. bbox=[654, 910, 766, 1022]
rss-kicker: ಆರ್‌ಎಸ್‌ಎಸ್ ಪ್ರಾರ್ಥನಾ ಗೀತೆ bbox=[58, 863, 236, 878]
multiplex-show-line: ಸ್ಕ್ರೀನ್ 2 ಕೂಲಿ (ಕ) ಬೆ.10.20, ಮ.1.15, ಸಂ.4.10, ರಾ.7.05 bbox=[655, 397, 883, 409]
multiplex-show-line: ಸ್ಕ್ರೀನ್ 1 ಸು ಫ್ರಮ್ ಸೋ (ಕ) ಬೆ.10, ಮ.3.55, ವಾರ್-2 (ಹಿಂ) ಮ.12.40 bbox=[655, 563, 883, 575]
cinema-hall-header bbox=[655, 278, 883, 290]
haripraad-photo bbox=[246, 898, 304, 964]
